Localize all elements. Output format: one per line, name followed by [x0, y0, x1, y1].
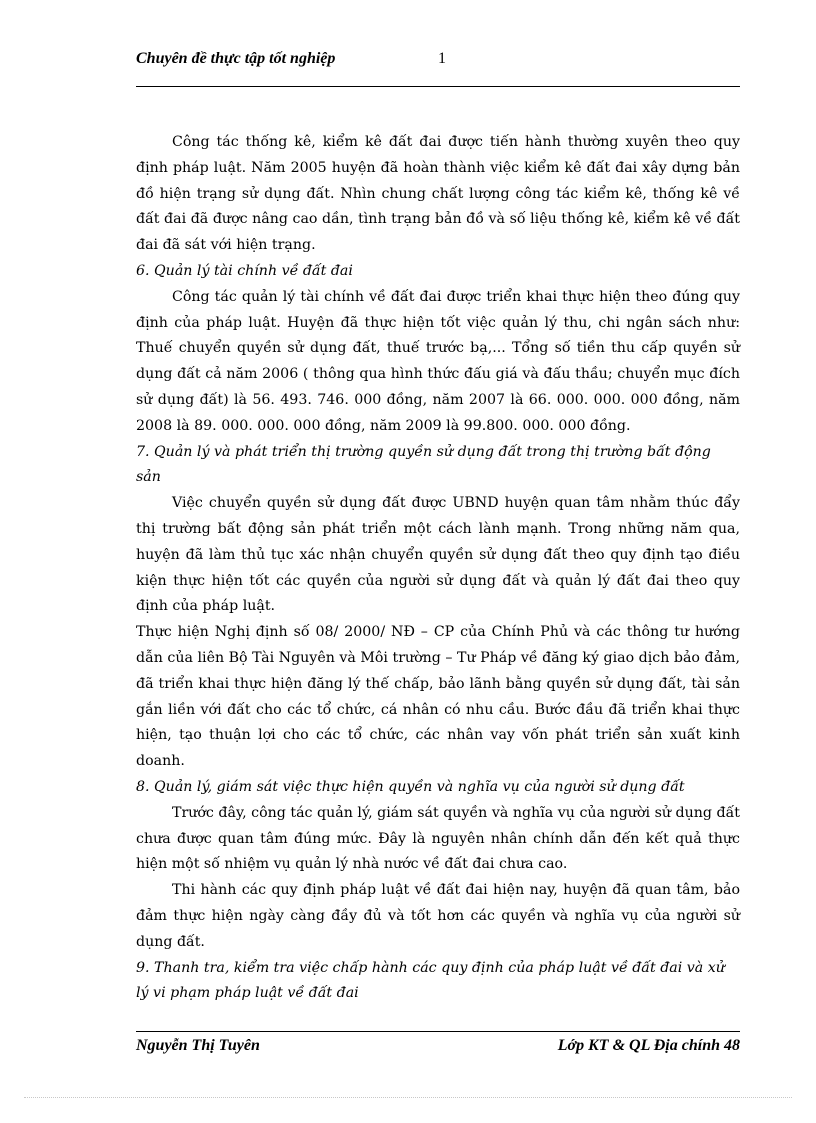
paragraph: Công tác thống kê, kiểm kê đất đai được tiến hành thường xuyên theo quy định pháp luật. Năm 2005 huyện đã hoàn thành việc kiểm kê đất đai xây dựng bản đồ hiện trạng sử dụng đất. Nhìn chung chất lượng công tác kiểm kê, thống kê về đất đai đã được nâng cao dần, tình trạng bản đồ và số liệu thống kê, kiểm kê về đất đai đã sát với hiện trạng. — [136, 134, 740, 254]
paragraph: Việc chuyển quyền sử dụng đất được UBND huyện quan tâm nhằm thúc đẩy thị trường bất động sản phát triển một cách lành mạnh. Trong những năm qua, huyện đã làm thủ tục xác nhận chuyển quyền sử dụng đất theo quy định tạo điều kiện thực hiện tốt các quyền của người sử dụng đất và quản lý đất đai theo quy định của pháp luật. — [136, 495, 740, 615]
header-rule — [136, 86, 740, 87]
paragraph: Công tác quản lý tài chính về đất đai được triển khai thực hiện theo đúng quy định của pháp luật. Huyện đã thực hiện tốt việc quản lý thu, chi ngân sách như: Thuế chuyển quyền sử dụng đất, thuế trước bạ,... Tổng số tiền thu cấp quyền sử dụng đất cả năm 2006 ( thông qua hình thức đấu giá và đấu thầu; chuyển mục đích sử dụng đất) là 56. 493. 746. 000 đồng, năm 2007 là 66. 000. 000. 000 đồng, năm 2008 là 89. 000. 000. 000 đồng, năm 2009 là 99.800. 000. 000 đồng. — [136, 288, 740, 434]
header-title: Chuyên đề thực tập tốt nghiệp — [136, 50, 336, 67]
document-body — [136, 130, 740, 1007]
page-number: 1 — [438, 50, 446, 67]
section-heading: 7. Quản lý và phát triển thị trường quyền sử dụng đất trong thị trường bất động sản — [136, 443, 711, 486]
page-edge-divider — [24, 1097, 792, 1098]
paragraph: Thực hiện Nghị định số 08/ 2000/ NĐ – CP của Chính Phủ và các thông tư hướng dẫn của liên Bộ Tài Nguyên và Môi trường – Tư Pháp về đăng ký giao dịch bảo đảm, đã triển khai thực hiện đăng lý thế chấp, bảo lãnh bằng quyền sử dụng đất, tài sản gắn liền với đất cho các tổ chức, cá nhân có nhu cầu. Bước đầu đã triển khai thực hiện, tạo thuận lợi cho các tổ chức, các nhân vay vốn phát triển sản xuất kinh doanh. — [136, 624, 740, 770]
footer-rule — [136, 1031, 740, 1032]
paragraph: Trước đây, công tác quản lý, giám sát quyền và nghĩa vụ của người sử dụng đất chưa được quan tâm đúng mức. Đây là nguyên nhân chính dẫn đến kết quả thực hiện một số nhiệm vụ quản lý nhà nước về đất đai chưa cao. — [136, 804, 740, 873]
section-heading: 6. Quản lý tài chính về đất đai — [136, 262, 353, 279]
section-heading: 9. Thanh tra, kiểm tra việc chấp hành các quy định của pháp luật về đất đai và xử lý vi phạm pháp luật về đất đai — [136, 959, 725, 1002]
section-heading: 8. Quản lý, giám sát việc thực hiện quyền và nghĩa vụ của người sử dụng đất — [136, 778, 685, 795]
footer-author: Nguyễn Thị Tuyên — [136, 1037, 260, 1054]
paragraph: Thi hành các quy định pháp luật về đất đai hiện nay, huyện đã quan tâm, bảo đảm thực hiện ngày càng đầy đủ và tốt hơn các quyền và nghĩa vụ của người sử dụng đất. — [136, 882, 740, 950]
page-header — [136, 48, 740, 70]
footer-class: Lớp KT & QL Địa chính 48 — [557, 1037, 740, 1054]
